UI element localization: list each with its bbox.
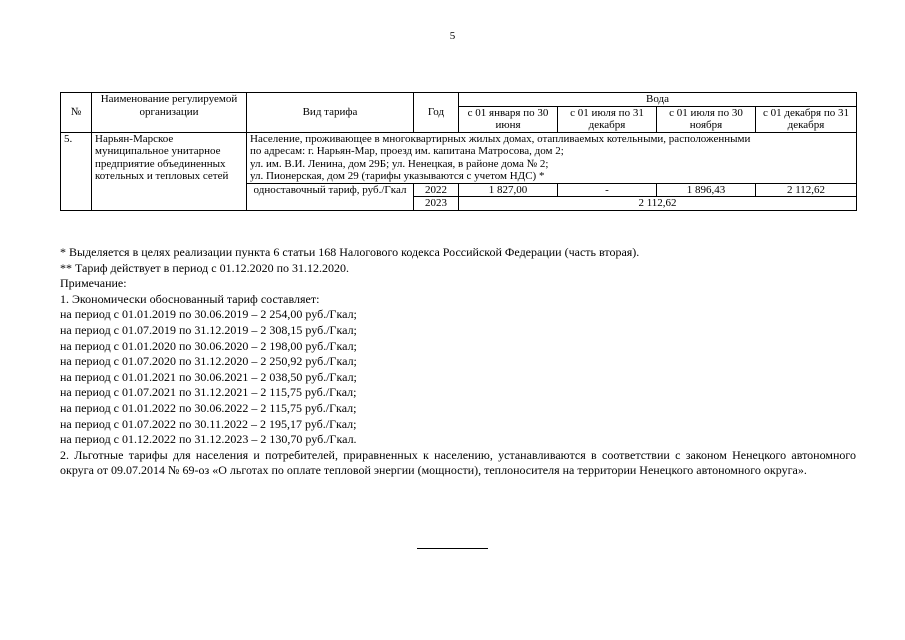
- header-org: Наименование регулируемой организации: [92, 93, 247, 133]
- notes-section: [60, 245, 856, 479]
- period-line: на период с 01.01.2020 по 30.06.2020 – 2 198,00 руб./Гкал;: [60, 338, 357, 353]
- row-num: 5.: [61, 132, 92, 210]
- cell-2022-period-2: -: [558, 183, 657, 197]
- consumer-line: Население, проживающее в многоквартирных жилых домах, отапливаемых котельными, расположенными: [250, 132, 751, 145]
- cell-2022-period-1: 1 827,00: [459, 183, 558, 197]
- period-line: на период с 01.07.2022 по 30.11.2022 – 2 195,17 руб./Гкал;: [60, 416, 357, 431]
- header-period-3: с 01 июля по 30 ноября: [657, 106, 756, 132]
- cell-2022-period-4: 2 112,62: [756, 183, 857, 197]
- period-line: на период с 01.01.2022 по 30.06.2022 – 2 115,75 руб./Гкал;: [60, 400, 357, 415]
- row-tariff-name: одноставочный тариф, руб./Гкал: [247, 183, 414, 210]
- header-group-water: Вода: [459, 93, 857, 107]
- consumer-line: ул. Пионерская, дом 29 (тарифы указываются с учетом НДС) *: [250, 170, 545, 182]
- header-period-4: с 01 декабря по 31 декабря: [756, 106, 857, 132]
- footer-divider: [417, 548, 488, 549]
- period-line: на период с 01.01.2019 по 30.06.2019 – 2 254,00 руб./Гкал;: [60, 307, 357, 322]
- footnote-star-2: ** Тариф действует в период с 01.12.2020 по 31.12.2020.: [60, 260, 349, 275]
- header-period-1: с 01 января по 30 июня: [459, 106, 558, 132]
- footnote-star-1: * Выделяется в целях реализации пункта 6 статьи 168 Налогового кодекса Российской Федерации (часть вторая).: [60, 245, 640, 259]
- page-number: 5: [449, 30, 456, 42]
- consumer-line: по адресам: г. Нарьян-Мар, проезд им. капитана Матросова, дом 2;: [250, 145, 564, 157]
- table-row-consumers: [61, 132, 857, 183]
- period-line: на период с 01.07.2021 по 31.12.2021 – 2 115,75 руб./Гкал;: [60, 385, 357, 400]
- table-header-row: [61, 93, 857, 107]
- row-year-2023: 2023: [414, 197, 459, 211]
- header-num: №: [61, 93, 92, 133]
- cell-2023-value: 2 112,62: [459, 197, 857, 211]
- header-year: Год: [414, 93, 459, 133]
- note-title: Примечание:: [60, 276, 127, 291]
- period-line: на период с 01.07.2019 по 31.12.2019 – 2 308,15 руб./Гкал;: [60, 322, 357, 337]
- period-line: на период с 01.12.2022 по 31.12.2023 – 2 130,70 руб./Гкал.: [60, 432, 357, 447]
- cell-2022-period-3: 1 896,43: [657, 183, 756, 197]
- row-org: Нарьян-Марское муниципальное унитарное предприятие объединенных котельных и тепловых сетей: [92, 132, 247, 210]
- tariff-table: [60, 92, 857, 211]
- row-consumer-description: [247, 132, 857, 183]
- period-line: на период с 01.07.2020 по 31.12.2020 – 2 250,92 руб./Гкал;: [60, 354, 357, 369]
- row-year-2022: 2022: [414, 183, 459, 197]
- header-tariff-type: Вид тарифа: [247, 93, 414, 133]
- note-item-2: 2. Льготные тарифы для населения и потребителей, приравненных к населению, устанавливаются в соответствии с законом Ненецкого автономного округа от 09.07.2014 № 69-оз «О льготах по оплате тепловой энергии (мощности), теплоносителя на территории Ненецкого автономного округа».: [60, 447, 856, 478]
- header-period-2: с 01 июля по 31 декабря: [558, 106, 657, 132]
- period-line: на период с 01.01.2021 по 30.06.2021 – 2 038,50 руб./Гкал;: [60, 369, 357, 384]
- note-item-1-title: 1. Экономически обоснованный тариф составляет:: [60, 291, 320, 306]
- consumer-line: ул. им. В.И. Ленина, дом 29Б; ул. Ненецкая, в районе дома № 2;: [250, 157, 549, 170]
